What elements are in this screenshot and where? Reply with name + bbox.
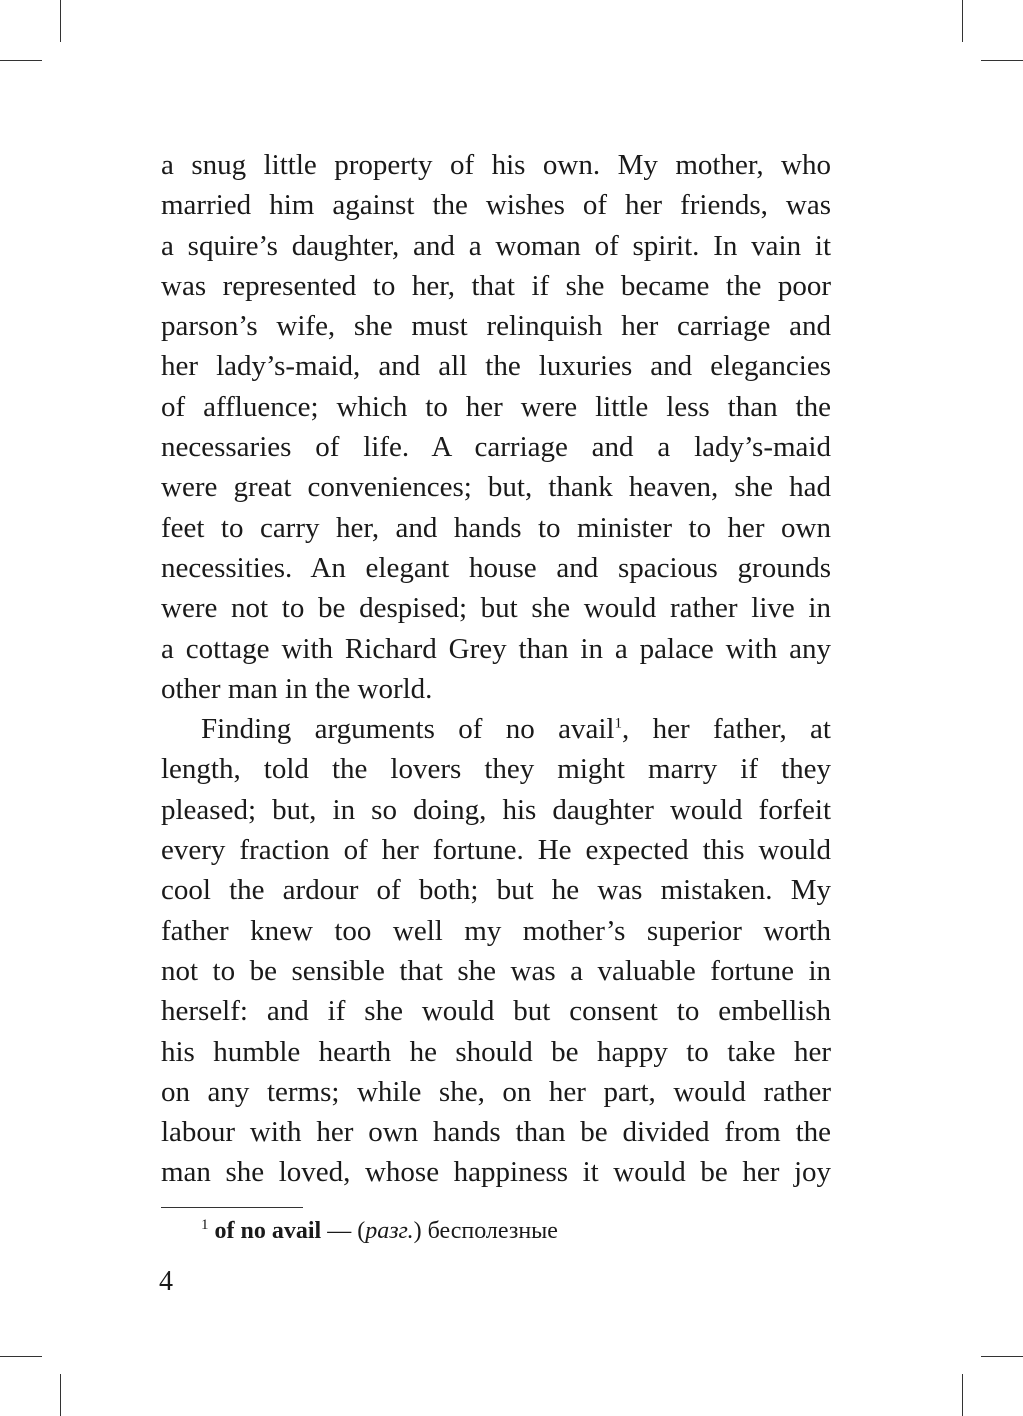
text-fragment: , her father, at xyxy=(621,713,831,746)
text-line: not to be sensible that she was a valuable fortune in xyxy=(161,954,831,987)
crop-mark-bottom-right-vertical xyxy=(962,1374,963,1416)
text-line: his humble hearth he should be happy to take her xyxy=(161,1035,831,1068)
footnote-number: 1 xyxy=(201,1217,209,1233)
text-line: were not to be despised; but she would rather live in xyxy=(161,592,831,625)
footnote-divider xyxy=(161,1207,303,1208)
footnote-term: of no avail xyxy=(214,1218,322,1244)
crop-mark-bottom-left-horizontal xyxy=(0,1356,42,1357)
text-line: father knew too well my mother’s superior worth xyxy=(161,914,831,947)
footnote xyxy=(201,1215,558,1247)
paragraph-first-line xyxy=(161,709,831,749)
crop-mark-top-left-vertical xyxy=(60,0,61,42)
text-line: a cottage with Richard Grey than in a palace with any xyxy=(161,632,831,665)
text-line: feet to carry her, and hands to minister to her own xyxy=(161,511,831,544)
text-fragment: Finding arguments of no avail xyxy=(201,713,615,746)
text-line: labour with her own hands than be divided from the xyxy=(161,1116,831,1149)
crop-mark-top-right-vertical xyxy=(962,0,963,42)
crop-mark-bottom-left-vertical xyxy=(60,1374,61,1416)
footnote-abbreviation: разг. xyxy=(365,1218,414,1244)
text-line: other man in the world. xyxy=(161,672,433,705)
page-number: 4 xyxy=(159,1266,173,1297)
text-line: man she loved, whose happiness it would be her joy xyxy=(161,1156,831,1189)
footnote-close: ) xyxy=(413,1218,428,1244)
text-line: was represented to her, that if she became the poor xyxy=(161,269,831,302)
crop-mark-bottom-right-horizontal xyxy=(981,1356,1023,1357)
text-line: pleased; but, in so doing, his daughter would forfeit xyxy=(161,793,831,826)
text-line: every fraction of her fortune. He expected this would xyxy=(161,834,831,867)
footnote-translation: бесполезные xyxy=(427,1218,558,1244)
text-line: were great conveniences; but, thank heaven, she had xyxy=(161,471,831,504)
text-line: on any terms; while she, on her part, would rather xyxy=(161,1075,831,1108)
text-line: a snug little property of his own. My mother, who xyxy=(161,149,831,181)
text-line: a squire’s daughter, and a woman of spirit. In vain it xyxy=(161,229,831,262)
text-line: herself: and if she would but consent to embellish xyxy=(161,995,831,1028)
text-line: married him against the wishes of her friends, was xyxy=(161,189,831,222)
crop-mark-top-right-horizontal xyxy=(981,60,1023,61)
text-line: necessities. An elegant house and spacious grounds xyxy=(161,551,831,584)
text-line: her lady’s-maid, and all the luxuries and elegancies xyxy=(161,350,831,383)
text-line: cool the ardour of both; but he was mistaken. My xyxy=(161,874,831,907)
text-line: of affluence; which to her were little less than the xyxy=(161,390,831,423)
crop-mark-top-left-horizontal xyxy=(0,60,42,61)
text-line: parson’s wife, she must relinquish her carriage and xyxy=(161,310,831,343)
text-line: necessaries of life. A carriage and a lady’s-maid xyxy=(161,431,831,464)
footnote-dash: — ( xyxy=(321,1218,366,1244)
body-text xyxy=(161,145,831,1193)
text-line: length, told the lovers they might marry if they xyxy=(161,753,831,786)
footnote-reference: 1 xyxy=(614,715,622,732)
